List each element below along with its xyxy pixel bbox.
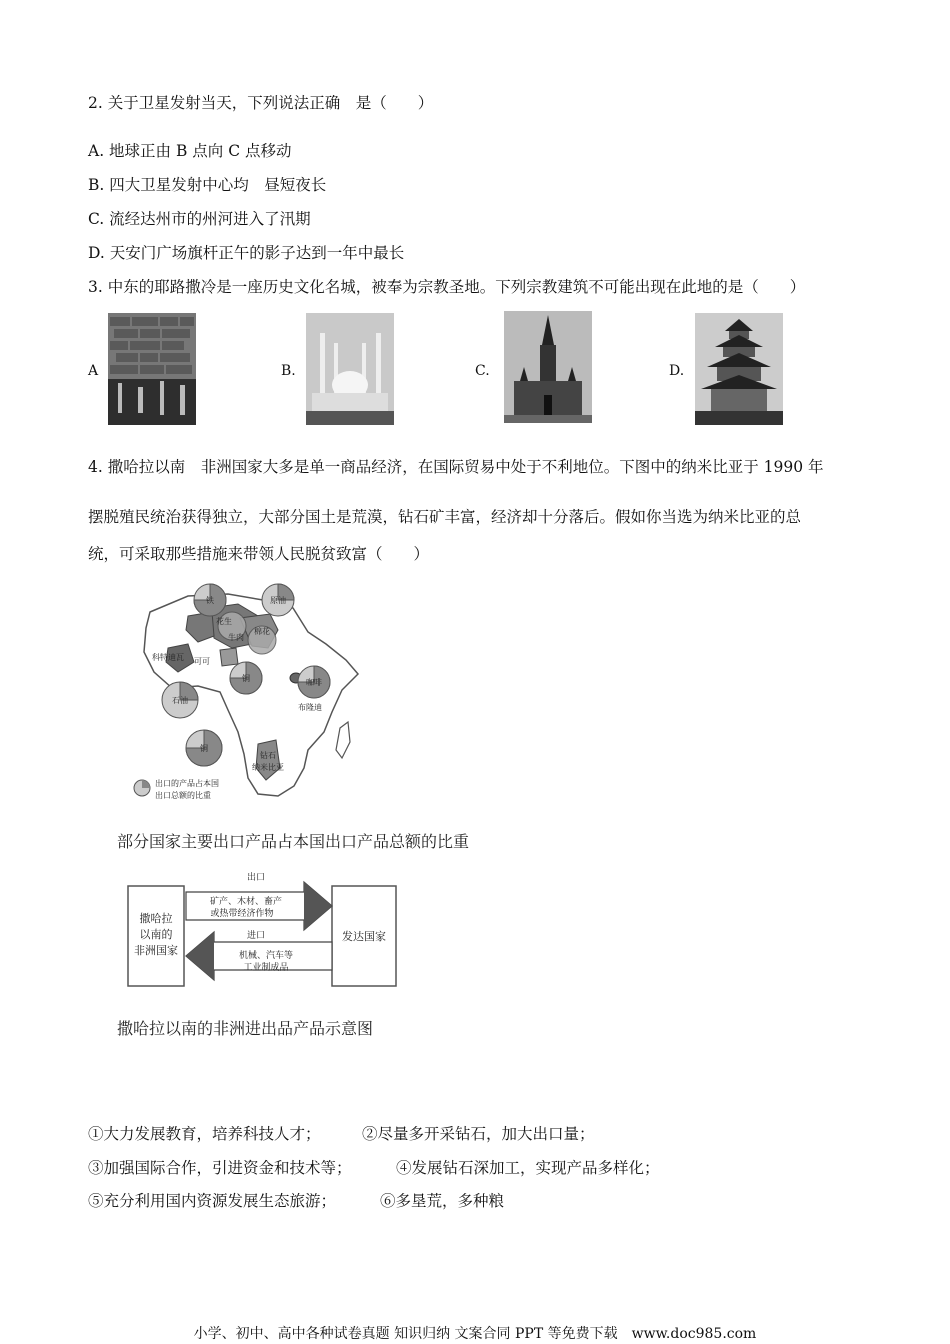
choice-5: ⑤充分利用国内资源发展生态旅游； [88,1192,337,1210]
map-label-cotton: 棉花 [254,627,270,636]
q3-label-c: C. [475,363,490,379]
map-label-copper-1: 铜 [242,674,250,683]
choice-1: ①大力发展教育，培养科技人才； [88,1125,321,1143]
map-label-namibia: 纳米比亚 [252,763,284,772]
map-caption: 部分国家主要出口产品占本国出口产品总额的比重 [117,832,470,851]
pagoda-photo [695,313,783,425]
q2-option-a: A. 地球正由 B 点向 C 点移动 [88,142,292,160]
map-legend-line-2: 出口总额的比重 [155,791,211,800]
page-footer: 小学、初中、高中各种试卷真题 知识归纳 文案合同 PPT 等免费下载 www.doc985.com [193,1326,757,1342]
map-label-peanut: 花生 [216,617,232,626]
q2-stem: 2. 关于卫星发射当天，下列说法正确 是（ ） [88,94,434,112]
export-title: 出口 [246,873,266,883]
map-label-cocoa-coffee: 咖啡 [306,678,322,687]
left-box-line-2: 以南的 [139,928,173,941]
mosque-photo [306,313,394,425]
export-item-2: 或热带经济作物 [210,909,274,919]
q3-label-b: B. [281,363,296,379]
map-label-crude-oil: 原油 [270,596,286,605]
map-legend-line-1: 出口的产品占本国 [155,779,219,788]
map-label-iron: 铁 [206,596,214,605]
right-box-label: 发达国家 [342,930,386,943]
import-item-1: 机械、汽车等 [238,951,294,961]
q4-stem-line-2: 摆脱殖民统治获得独立，大部分国土是荒漠，钻石矿丰富，经济却十分落后。假如你当选为纳米比亚的总 [88,508,802,526]
q4-stem-line-3: 统，可采取那些措施来带领人民脱贫致富（ ） [88,545,430,563]
export-item-1: 矿产、木材、畜产 [209,897,283,907]
map-label-cocoa: 可可 [194,657,210,666]
choice-3: ③加强国际合作，引进资金和技术等； [88,1159,352,1177]
choice-6: ⑥多垦荒，多种粮 [380,1192,505,1210]
import-item-2: 工业制成品 [243,963,289,973]
q3-label-d: D. [669,363,685,379]
choice-2: ②尽量多开采钻石，加大出口量； [362,1125,595,1143]
map-label-beef: 牛肉 [228,633,244,642]
left-box-line-3: 非洲国家 [134,944,178,957]
q3-stem: 3. 中东的耶路撒冷是一座历史文化名城，被奉为宗教圣地。下列宗教建筑不可能出现在此地的是（ ） [88,278,806,296]
import-title: 进口 [246,931,266,941]
map-label-petroleum: 石油 [172,696,188,705]
map-label-copper-2: 铜 [200,744,208,753]
africa-export-map [128,582,388,808]
q3-label-a: A [88,363,99,379]
church-photo [504,311,592,423]
map-label-diamond: 钻石 [260,751,276,760]
wailing-wall-photo [108,313,196,425]
trade-caption: 撒哈拉以南的非洲进出品产品示意图 [117,1019,374,1038]
left-box-line-1: 撒哈拉 [139,912,173,925]
q2-option-b: B. 四大卫星发射中心均 昼短夜长 [88,176,327,194]
map-label-burundi: 布隆迪 [298,703,322,712]
trade-diagram [126,870,398,992]
q4-stem-line-1: 4. 撒哈拉以南 非洲国家大多是单一商品经济，在国际贸易中处于不利地位。下图中的纳米比亚于 1990 年 [88,458,824,476]
q2-option-d: D. 天安门广场旗杆正午的影子达到一年中最长 [88,244,405,262]
q2-option-c: C. 流经达州市的州河进入了汛期 [88,210,311,228]
choice-4: ④发展钻石深加工，实现产品多样化； [396,1159,660,1177]
map-label-cote-divoire: 科特迪瓦 [152,653,184,662]
